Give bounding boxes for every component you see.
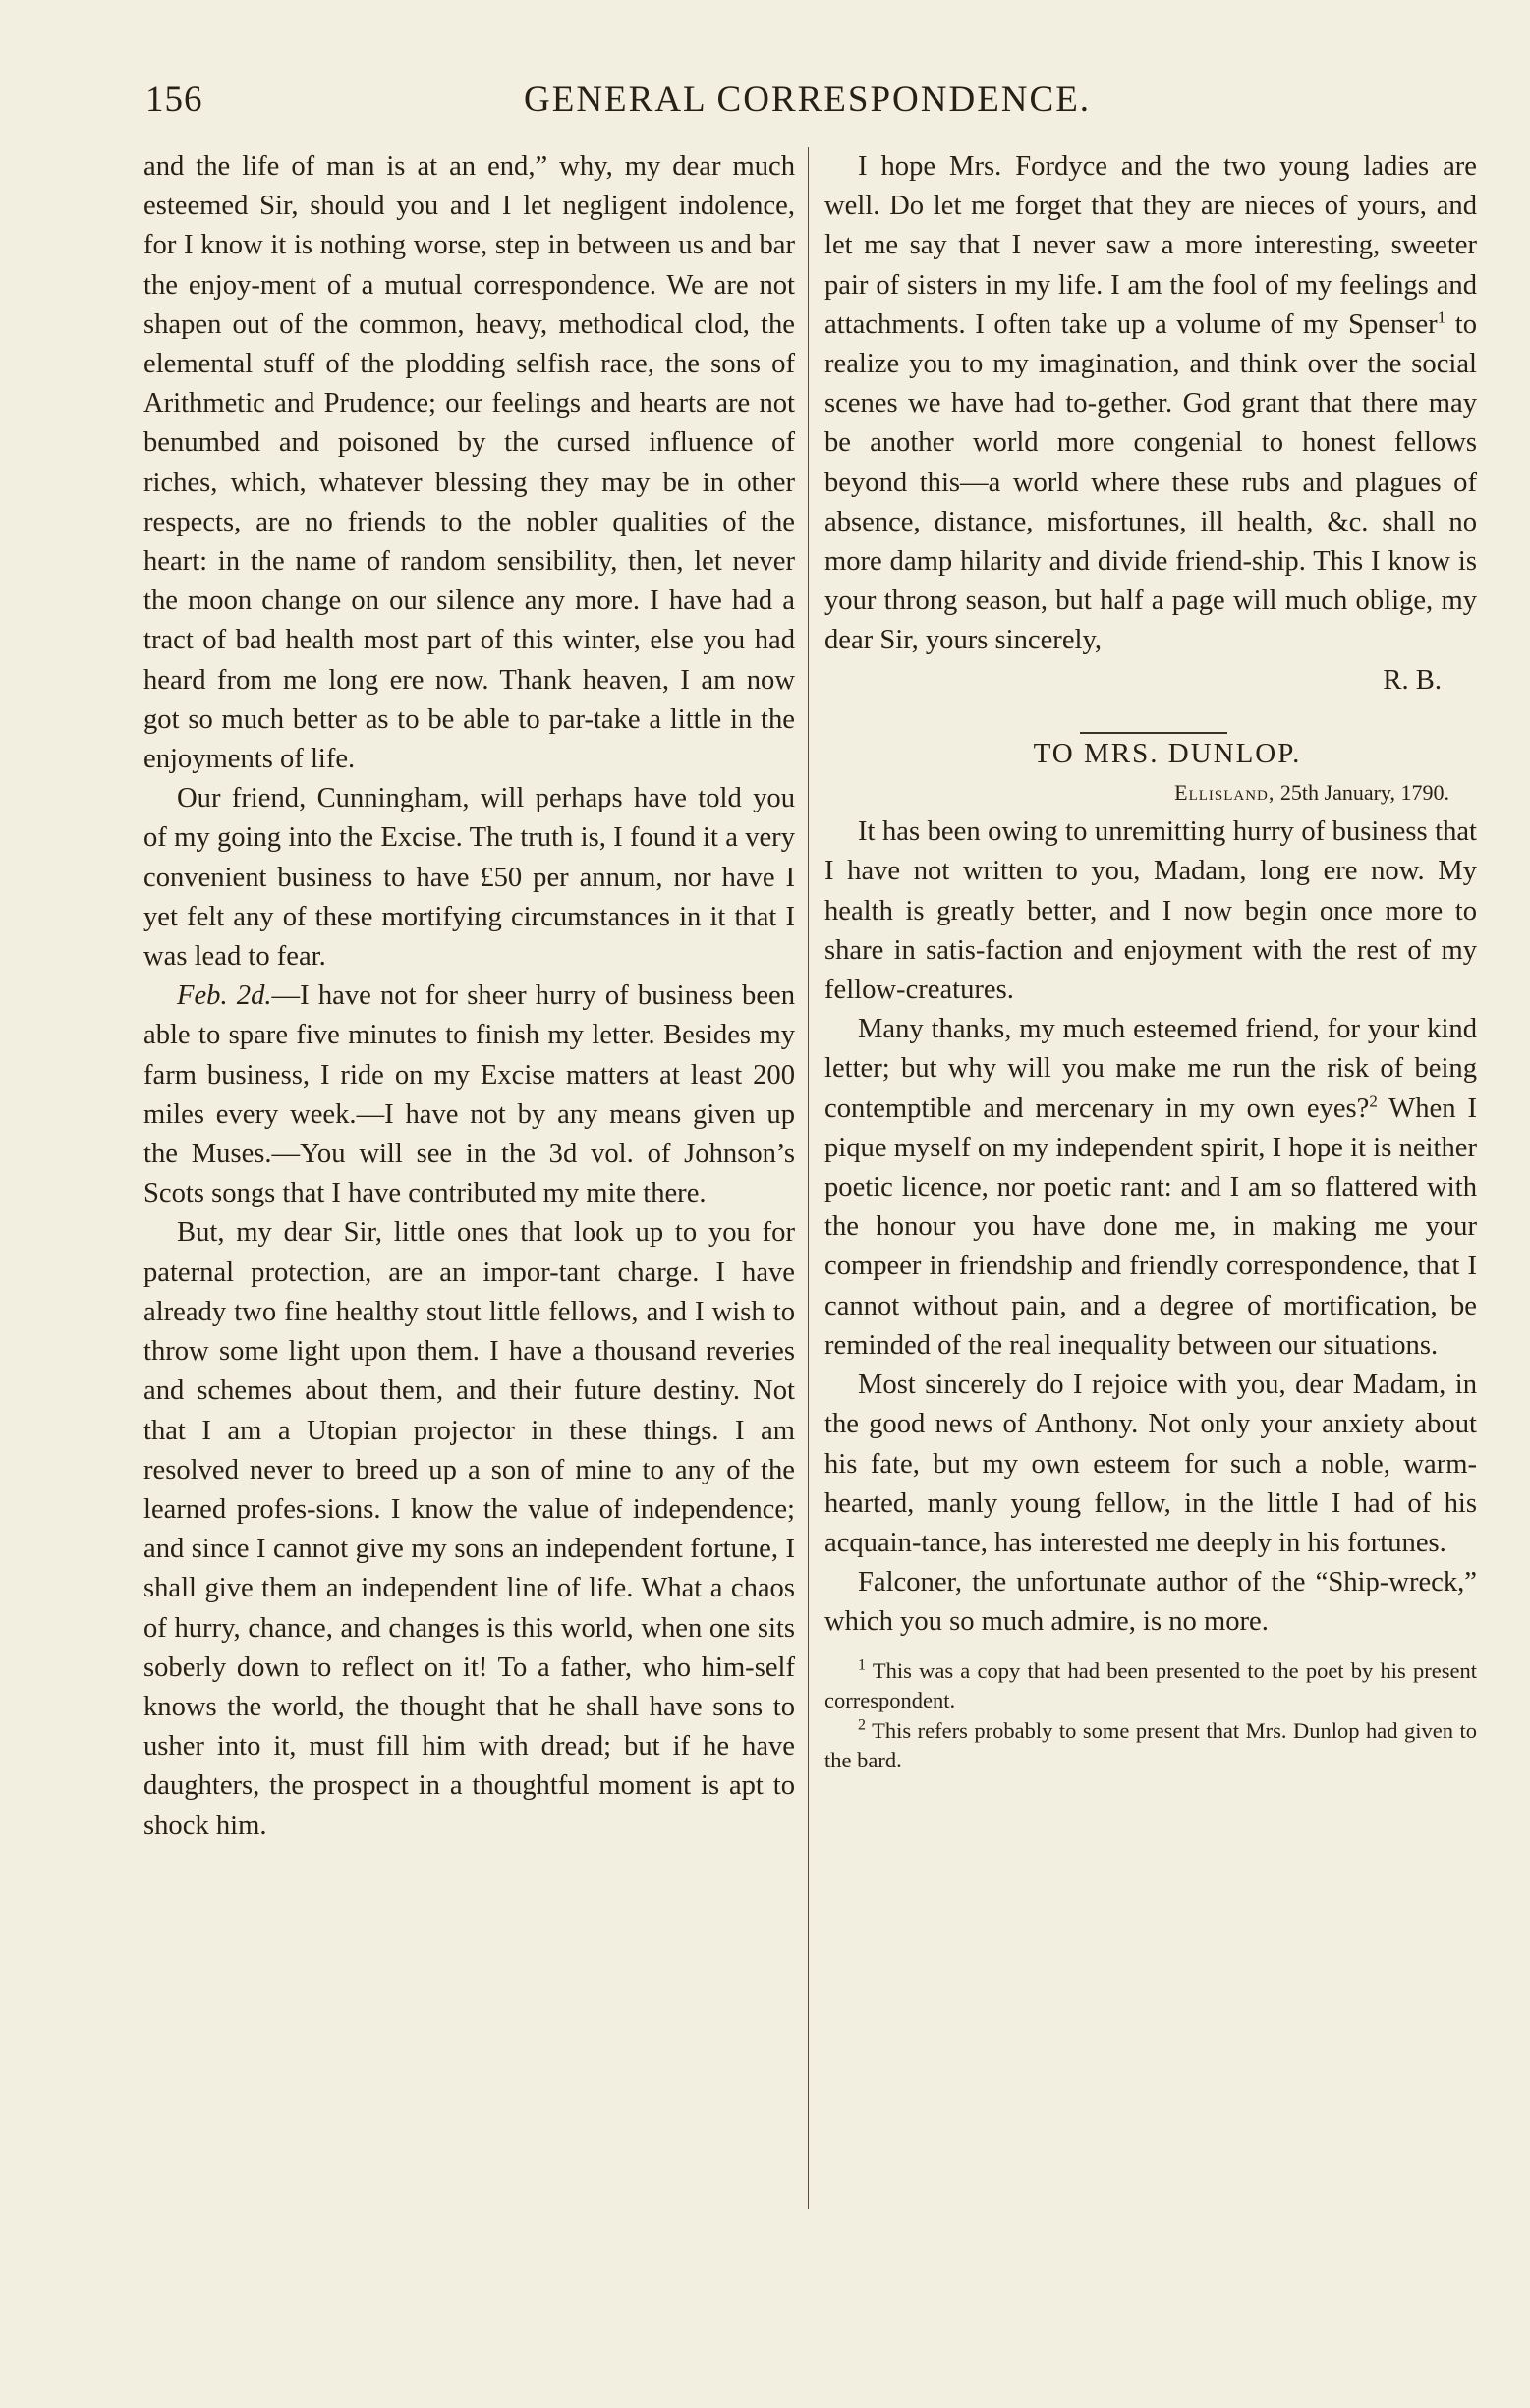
running-title: GENERAL CORRESPONDENCE.: [524, 80, 1092, 120]
paragraph-text: to realize you to my imagination, and think over the social scenes we have had to-gether. God grant that there may be another world more congenial to honest fellows beyond this—a world where these rubs and plagues of absence, distance, misfortunes, ill health, &c. shall no more damp hilarity and divide friend-ship. This I know is your throng season, but half a page will much oblige, my dear Sir, yours sincerely,: [824, 308, 1477, 656]
dateline-place: Ellisland,: [1174, 780, 1275, 806]
dated-paragraph: [143, 977, 795, 1213]
footnote-text: This refers probably to some present that Mrs. Dunlop had given to the bard.: [824, 1717, 1477, 1773]
paragraph: It has been owing to unremitting hurry of business that I have not written to you, Madam, long ere now. My health is greatly better, and I now begin once more to share in satis-faction and enjoyment with the rest of my fellow-creatures.: [824, 816, 1477, 1006]
footnote-text: This was a copy that had been presented to the poet by his present correspondent.: [824, 1657, 1478, 1713]
dateline: [824, 773, 1477, 812]
paragraph: Our friend, Cunningham, will perhaps have told you of my going into the Excise. The truth is, I found it a very convenient business to have £50 per annum, nor have I yet felt any of these mortifying circumstances in it that I was lead to fear.: [143, 783, 795, 973]
paragraph: [824, 147, 1477, 661]
footnote-number: 1: [858, 1656, 866, 1674]
right-column: [824, 147, 1477, 1776]
paragraph: [824, 1010, 1477, 1366]
signature: R. B.: [1383, 664, 1442, 696]
paragraph: Falconer, the unfortunate author of the “Ship-wreck,” which you so much admire, is no more.: [824, 1567, 1477, 1638]
paragraph-text: I hope Mrs. Fordyce and the two young ladies are well. Do let me forget that they are nieces of yours, and let me say that I never saw a more interesting, sweeter pair of sisters in my life. I am the fool of my feelings and attachments. I often take up a volume of my Spenser: [824, 151, 1477, 340]
footnote-marker: 1: [1437, 308, 1446, 327]
footnote: [824, 1656, 1477, 1716]
entry-text: —I have not for sheer hurry of business been able to spare five minutes to finish my letter. Besides my farm business, I ride on my Excise matters at least 200 miles every week.—I have not by any means given up the Muses.—You will see in the 3d vol. of Johnson’s Scots songs that I have contributed my mite there.: [143, 980, 795, 1209]
paragraph-text: Many thanks, my much esteemed friend, for your kind letter; but why will you make me run the risk of being contemptible and mercenary in my own eyes?: [824, 1014, 1477, 1124]
entry-date: Feb. 2d.: [177, 980, 272, 1012]
column-divider: [808, 147, 809, 2209]
footnote: [824, 1716, 1477, 1776]
paragraph-text: When I pique myself on my independent spirit, I hope it is neither poetic licence, nor poetic rant: and I am so flattered with the honour you have done me, in making me your compeer in friendship and friendly correspondence, that I cannot without pain, and a degree of mortification, be reminded of the real inequality between our situations.: [824, 1092, 1477, 1361]
paragraph: Most sincerely do I rejoice with you, dear Madam, in the good news of Anthony. Not only your anxiety about his fate, but my own esteem for such a noble, warm-hearted, manly young fellow, in the little I had of his acquain-tance, has interested me deeply in his fortunes.: [824, 1370, 1477, 1558]
paragraph: But, my dear Sir, little ones that look up to you for paternal protection, are an impor-tant charge. I have already two fine healthy stout little fellows, and I wish to throw some light upon them. I have a thousand reveries and schemes about them, and their future destiny. Not that I am a Utopian projector in these things. I am resolved never to breed up a son of mine to any of the learned profes-sions. I know the value of independence; and since I cannot give my sons an independent fortune, I shall give them an independent line of life. What a chaos of hurry, chance, and changes is this world, when one sits soberly down to reflect on it! To a father, who him-self knows the world, the thought that he shall have sons to usher into it, must fill him with dread; but if he have daughters, the prospect in a thoughtful moment is apt to shock him.: [143, 1217, 795, 1841]
letter-title: TO MRS. DUNLOP.: [1033, 737, 1302, 769]
paragraph: and the life of man is at an end,” why, my dear much esteemed Sir, should you and I let negligent indolence, for I know it is nothing worse, step in between us and bar the enjoy-ment of a mutual correspondence. We are not shapen out of the common, heavy, methodical clod, the elemental stuff of the plodding selfish race, the sons of Arithmetic and Prudence; our feelings and hearts are not benumbed and poisoned by the cursed influence of riches, which, whatever blessing they may be in other respects, are no friends to the nobler qualities of the heart: in the name of random sensibility, then, let never the moon change on our silence any more. I have had a tract of bad health most part of this winter, else you had heard from me long ere now. Thank heaven, I am now got so much better as to be able to par-take a little in the enjoyments of life.: [143, 151, 795, 775]
page-header: [145, 79, 1118, 128]
dateline-date: 25th January, 1790.: [1275, 780, 1449, 806]
left-column: [143, 147, 795, 1846]
footnote-marker: 2: [1369, 1092, 1378, 1111]
footnote-number: 2: [858, 1716, 866, 1734]
page-number: 156: [145, 80, 203, 120]
footnotes: [824, 1656, 1477, 1776]
